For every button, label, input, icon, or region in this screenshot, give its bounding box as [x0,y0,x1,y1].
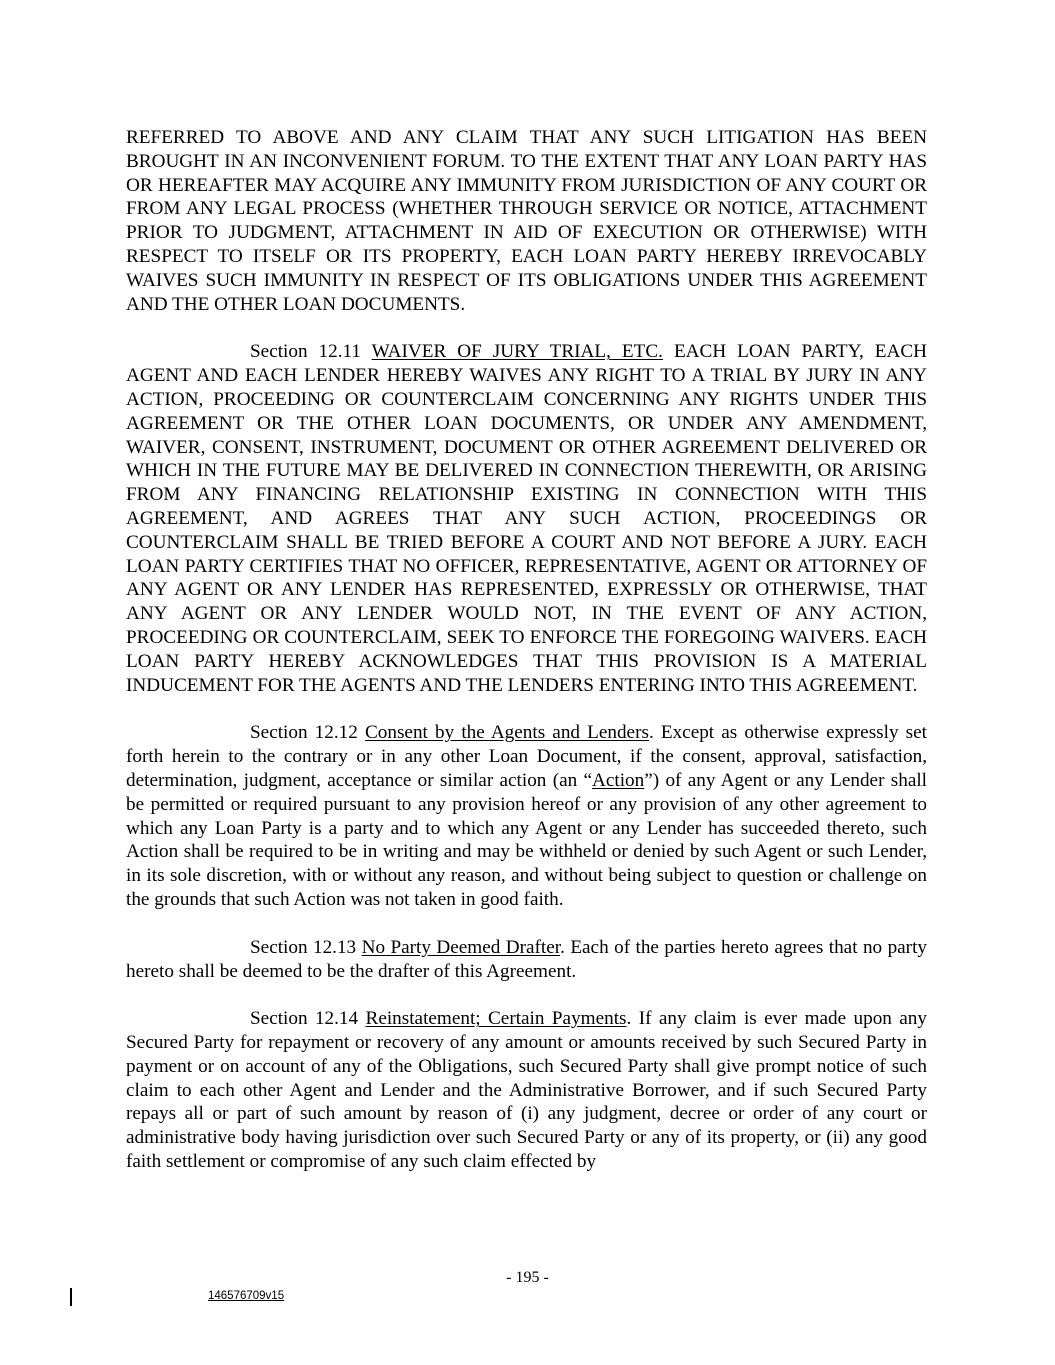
section-heading: WAIVER OF JURY TRIAL, ETC. [371,341,663,363]
section-12-14 [126,1007,927,1174]
section-label: Section 12.11 [250,341,372,363]
defined-term: Action [592,769,645,791]
section-12-11 [126,340,927,697]
section-text: . Each of the parties hereto agrees that no party hereto shall be deemed to be the drafter of this Agreement. [126,936,927,982]
document-body [126,126,927,1198]
paragraph-continued: REFERRED TO ABOVE AND ANY CLAIM THAT ANY SUCH LITIGATION HAS BEEN BROUGHT IN AN INCONVENIENT FORUM. TO THE EXTENT THAT ANY LOAN PARTY HAS OR HEREAFTER MAY ACQUIRE ANY IMMUNITY FROM JURISDICTION OF ANY COURT OR FROM ANY LEGAL PROCESS (WHETHER THROUGH SERVICE OR NOTICE, ATTACHMENT PRIOR TO JUDGMENT, ATTACHMENT IN AID OF EXECUTION OR OTHERWISE) WITH RESPECT TO ITSELF OR ITS PROPERTY, EACH LOAN PARTY HEREBY IRREVOCABLY WAIVES SUCH IMMUNITY IN RESPECT OF ITS OBLIGATIONS UNDER THIS AGREEMENT AND THE OTHER LOAN DOCUMENTS. [126,127,927,315]
section-label: Section 12.12 [250,722,365,744]
document-id: 146576709v15 [208,1290,285,1302]
section-label: Section 12.14 [250,1008,366,1030]
section-12-12 [126,721,927,911]
page-number: - 195 - [506,1269,549,1286]
section-text: . Except as otherwise expressly set forth herein to the contrary or in any other Loan Document, if the consent, approval, satisfaction, determination, judgment, acceptance or similar action (an “ [126,722,927,791]
section-heading: Consent by the Agents and Lenders [364,722,649,744]
section-heading: No Party Deemed Drafter [361,936,561,958]
section-text: . If any claim is ever made upon any Secured Party for repayment or recovery of any amount or amounts received by such Secured Party in payment or on account of any of the Obligations, such Secured Party shall give prompt notice of such claim to each other Agent and Lender and the Administrative Borrower, and if such Secured Party repays all or part of such amount by reason of (i) any judgment, decree or order of any court or administrative body having jurisdiction over such Secured Party or any of its property, or (ii) any good faith settlement or compromise of any such claim effected by [126,1008,927,1173]
section-12-13 [126,936,927,984]
section-heading: Reinstatement; Certain Payments [365,1008,627,1030]
section-label: Section 12.13 [250,936,362,958]
section-text: ”) of any Agent or any Lender shall be permitted or required pursuant to any provision hereof or any provision of any other agreement to which any Loan Party is a party and to which any Agent or any Lender has succeeded thereto, such Action shall be required to be in writing and may be withheld or denied by such Agent or such Lender, in its sole discretion, with or without any reason, and without being subject to question or challenge on the grounds that such Action was not taken in good faith. [126,769,927,910]
revision-change-bar [70,1288,72,1306]
section-text: EACH LOAN PARTY, EACH AGENT AND EACH LENDER HEREBY WAIVES ANY RIGHT TO A TRIAL BY JURY IN ANY ACTION, PROCEEDING OR COUNTERCLAIM CONCERNING ANY RIGHTS UNDER THIS AGREEMENT OR THE OTHER LOAN DOCUMENTS, OR UNDER ANY AMENDMENT, WAIVER, CONSENT, INSTRUMENT, DOCUMENT OR OTHER AGREEMENT DELIVERED OR WHICH IN THE FUTURE MAY BE DELIVERED IN CONNECTION THEREWITH, OR ARISING FROM ANY FINANCING RELATIONSHIP EXISTING IN CONNECTION WITH THIS AGREEMENT, AND AGREES THAT ANY SUCH ACTION, PROCEEDINGS OR COUNTERCLAIM SHALL BE TRIED BEFORE A COURT AND NOT BEFORE A JURY. EACH LOAN PARTY CERTIFIES THAT NO OFFICER, REPRESENTATIVE, AGENT OR ATTORNEY OF ANY AGENT OR ANY LENDER HAS REPRESENTED, EXPRESSLY OR OTHERWISE, THAT ANY AGENT OR ANY LENDER WOULD NOT, IN THE EVENT OF ANY ACTION, PROCEEDING OR COUNTERCLAIM, SEEK TO ENFORCE THE FOREGOING WAIVERS. EACH LOAN PARTY HEREBY ACKNOWLEDGES THAT THIS PROVISION IS A MATERIAL INDUCEMENT FOR THE AGENTS AND THE LENDERS ENTERING INTO THIS AGREEMENT. [126,341,927,696]
